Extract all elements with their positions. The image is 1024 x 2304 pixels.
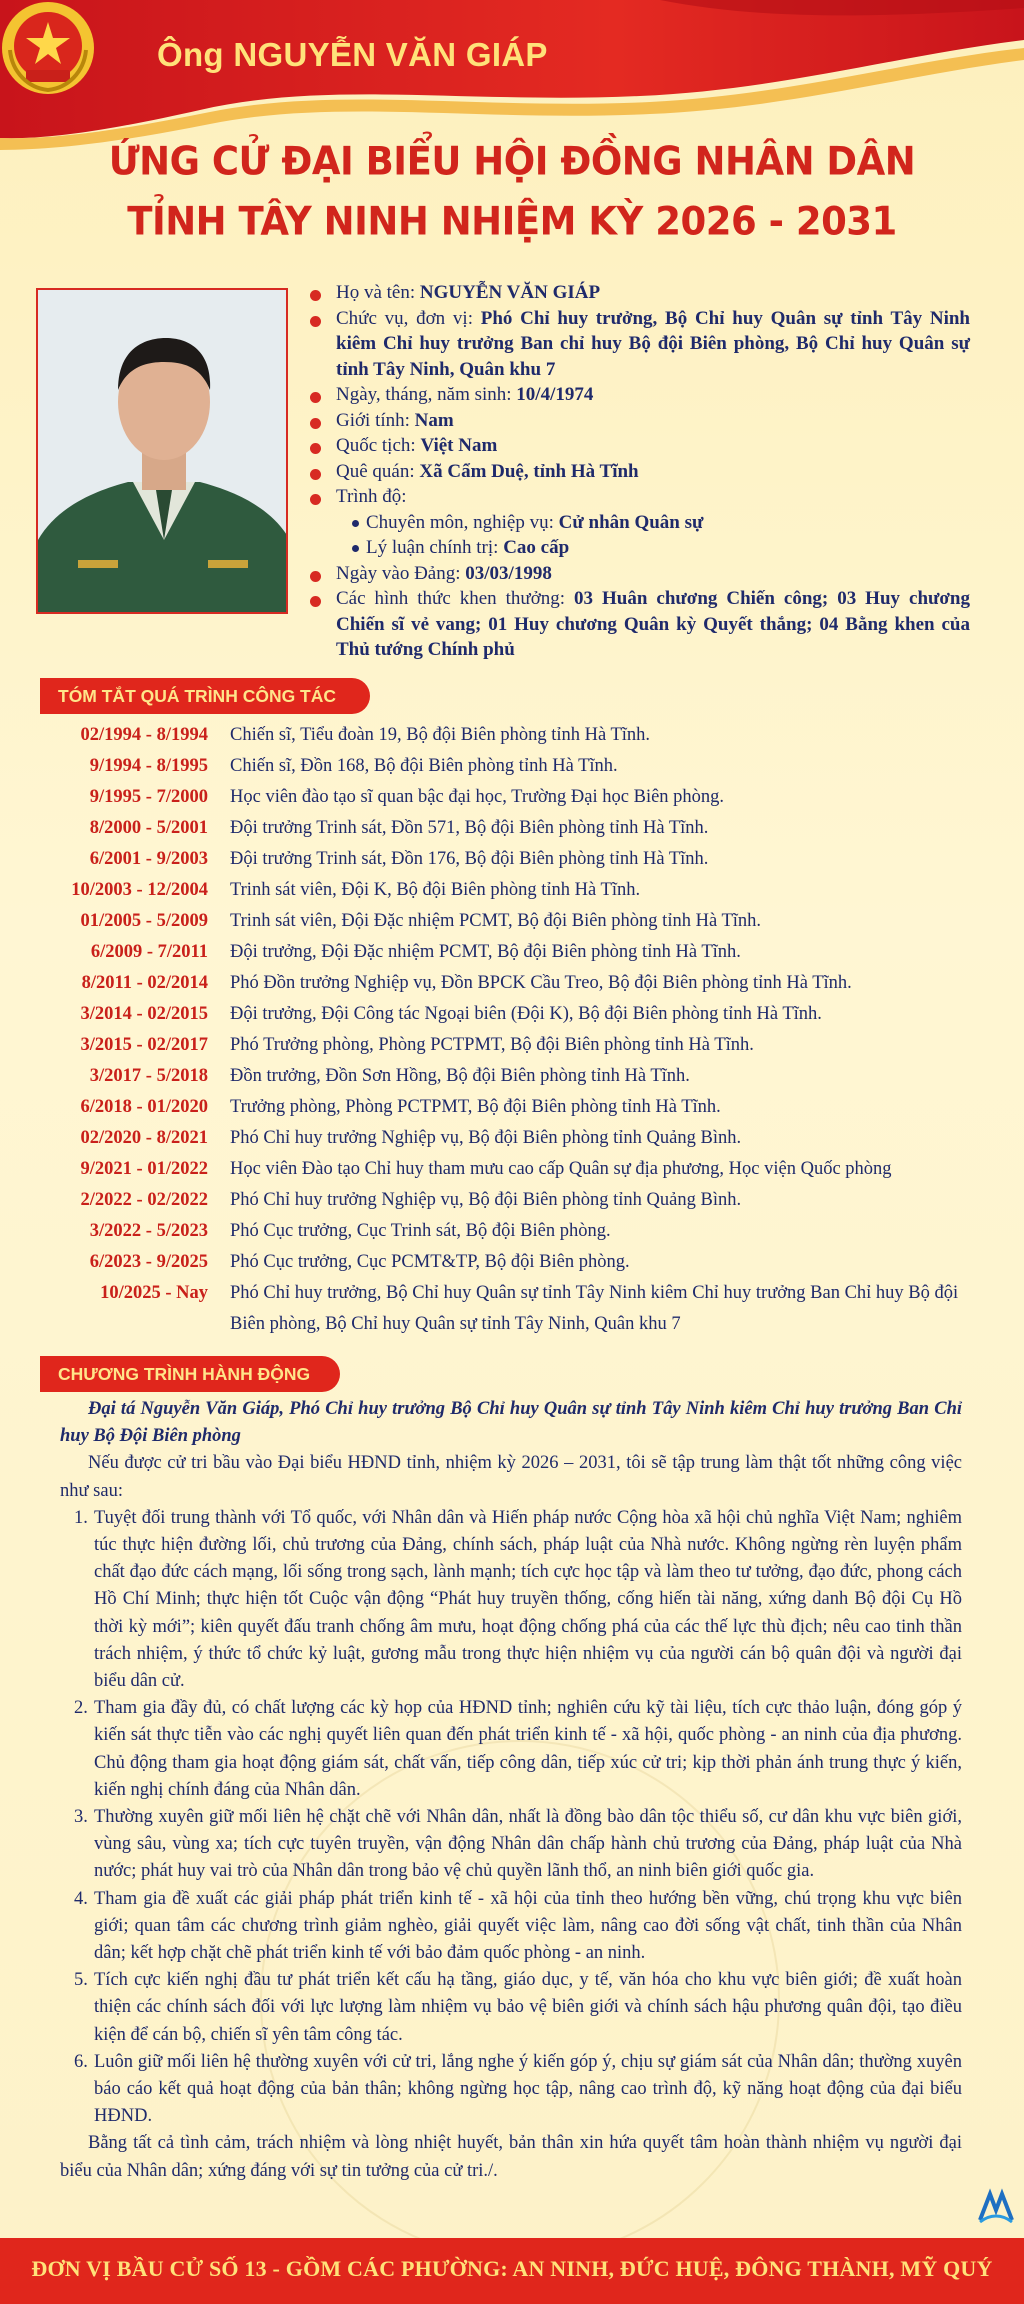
program-lead: Nếu được cử tri bầu vào Đại biểu HĐND tỉnh, nhiệm kỳ 2026 – 2031, tôi sẽ tập trung làm thật tốt những công việc như sau:	[60, 1453, 962, 1501]
career-row	[40, 1030, 980, 1061]
career-description: Phó Chỉ huy trưởng Nghiệp vụ, Bộ đội Biên phòng tỉnh Quảng Bình.	[230, 1128, 742, 1148]
career-description: Trưởng phòng, Phòng PCTPMT, Bộ đội Biên phòng tỉnh Hà Tĩnh.	[230, 1097, 721, 1117]
career-date: 6/2001 - 9/2003	[89, 849, 208, 869]
career-date: 02/1994 - 8/1994	[80, 725, 208, 745]
career-row	[40, 968, 980, 999]
program-item-number: 5.	[74, 1970, 88, 1991]
career-row	[40, 1216, 980, 1247]
career-row	[40, 1247, 980, 1278]
portrait-photo	[36, 288, 288, 614]
career-description: Trinh sát viên, Đội K, Bộ đội Biên phòng tỉnh Hà Tĩnh.	[230, 880, 641, 900]
info-expertise: Chuyên môn, nghiệp vụ: Cử nhân Quân sự	[310, 510, 970, 536]
career-date: 9/2021 - 01/2022	[80, 1159, 208, 1179]
career-timeline	[40, 720, 980, 1340]
program-item-text: Tham gia đầy đủ, có chất lượng các kỳ họp của HĐND tỉnh; nghiên cứu kỹ tài liệu, tích cực thảo luận, đóng góp ý kiến sát thực tiễn vào các nghị quyết liên quan đến phát triển kinh tế - xã hội, quốc phòng - an ninh của địa phương. Chủ động tham gia hoạt động giám sát, chất vấn, tiếp công dân, tiếp xúc cử tri; kịp thời phản ánh trung thực ý kiến, kiến nghị chính đáng của Nhân dân.	[94, 1698, 962, 1800]
program-item-text: Luôn giữ mối liên hệ thường xuyên với cử tri, lắng nghe ý kiến góp ý, chịu sự giám sát của Nhân dân; thường xuyên báo cáo kết quả hoạt động của bản thân; không ngừng học tập, nâng cao trình độ, kỹ năng hoạt động của đại biểu HĐND.	[94, 2051, 962, 2127]
info-education: Trình độ:	[310, 484, 970, 510]
career-row	[40, 999, 980, 1030]
career-description: Đội trưởng, Đội Công tác Ngoại biên (Đội K), Bộ đội Biên phòng tỉnh Hà Tĩnh.	[230, 1004, 822, 1024]
national-emblem-icon	[0, 0, 96, 96]
header-ribbon	[0, 0, 1024, 150]
program-item	[60, 1967, 962, 2049]
program-item-number: 4.	[74, 1888, 88, 1909]
program-intro: Đại tá Nguyễn Văn Giáp, Phó Chỉ huy trưởng Bộ Chỉ huy Quân sự tỉnh Tây Ninh kiêm Chỉ huy trưởng Ban Chỉ huy Bộ Đội Biên phòng	[60, 1399, 962, 1447]
career-description: Đồn trưởng, Đồn Sơn Hồng, Bộ đội Biên phòng tỉnh Hà Tĩnh.	[230, 1066, 690, 1086]
program-item	[60, 1505, 962, 1695]
publisher-logo-icon	[976, 2186, 1016, 2226]
career-description: Phó Trưởng phòng, Phòng PCTPMT, Bộ đội Biên phòng tỉnh Hà Tĩnh.	[230, 1035, 754, 1055]
career-row	[40, 1278, 980, 1340]
career-description: Đội trưởng Trinh sát, Đồn 571, Bộ đội Biên phòng tỉnh Hà Tĩnh.	[230, 818, 709, 838]
program-item	[60, 2049, 962, 2131]
career-description: Phó Cục trưởng, Cục Trinh sát, Bộ đội Biên phòng.	[230, 1221, 611, 1241]
career-row	[40, 1061, 980, 1092]
career-description: Đội trưởng, Đội Đặc nhiệm PCMT, Bộ đội Biên phòng tỉnh Hà Tĩnh.	[230, 942, 741, 962]
career-description: Học viên đào tạo sĩ quan bậc đại học, Trường Đại học Biên phòng.	[230, 787, 725, 807]
career-date: 3/2014 - 02/2015	[80, 1004, 208, 1024]
program-item	[60, 1695, 962, 1804]
program-item	[60, 1886, 962, 1968]
career-row	[40, 875, 980, 906]
info-dob: Ngày, tháng, năm sinh: 10/4/1974	[310, 382, 970, 408]
career-date: 10/2025 - Nay	[100, 1283, 208, 1303]
program-closing: Bằng tất cả tình cảm, trách nhiệm và lòng nhiệt huyết, bản thân xin hứa quyết tâm hoàn thành nhiệm vụ người đại biểu của Nhân dân; xứng đáng với sự tin tưởng của cử tri./.	[60, 2133, 962, 2181]
career-row	[40, 751, 980, 782]
program-item-text: Tuyệt đối trung thành với Tổ quốc, với Nhân dân và Hiến pháp nước Cộng hòa xã hội chủ nghĩa Việt Nam; nghiêm túc thực hiện đường lối, chủ trương của Đảng, chính sách, pháp luật của Nhà nước. Không ngừng rèn luyện phẩm chất đạo đức cách mạng, lối sống trong sạch, lành mạnh; tích cực học tập và làm theo tư tưởng, đạo đức, phong cách Hồ Chí Minh; thực hiện tốt Cuộc vận động “Phát huy truyền thống, cống hiến tài năng, xứng danh Bộ đội Cụ Hồ thời kỳ mới”; kiên quyết đấu tranh chống âm mưu, hoạt động chống phá của các thế lực thù địch; nêu cao tinh thần trách nhiệm, ý thức tổ chức kỷ luật, gương mẫu trong thực hiện nhiệm vụ của người cán bộ quân đội và người đại biểu dân cử.	[94, 1507, 962, 1692]
title-line-2: TỈNH TÂY NINH NHIỆM KỲ 2026 - 2031	[127, 198, 897, 245]
program-item-number: 6.	[74, 2051, 88, 2072]
info-hometown: Quê quán: Xã Cẩm Duệ, tỉnh Hà Tĩnh	[310, 459, 970, 485]
career-description: Phó Chỉ huy trưởng, Bộ Chỉ huy Quân sự tỉnh Tây Ninh kiêm Chỉ huy trưởng Ban Chỉ huy Bộ đội Biên phòng, Bộ Chỉ huy Quân sự tỉnh Tây Ninh, Quân khu 7	[230, 1283, 959, 1334]
career-date: 8/2000 - 5/2001	[89, 818, 208, 838]
career-description: Chiến sĩ, Tiểu đoàn 19, Bộ đội Biên phòng tỉnh Hà Tĩnh.	[230, 725, 651, 745]
program-items	[60, 1505, 962, 2131]
info-nationality: Quốc tịch: Việt Nam	[310, 433, 970, 459]
section-program-label: CHƯƠNG TRÌNH HÀNH ĐỘNG	[40, 1356, 340, 1392]
info-name: Họ và tên: NGUYỄN VĂN GIÁP	[310, 280, 970, 306]
career-row	[40, 937, 980, 968]
program-item-text: Tham gia đề xuất các giải pháp phát triển kinh tế - xã hội của tỉnh theo hướng bền vững, chú trọng khu vực biên giới; quan tâm các chương trình giảm nghèo, giải quyết việc làm, nâng cao đời sống vật chất, tinh thần của Nhân dân; kết hợp chặt chẽ phát triển kinh tế với bảo đảm quốc phòng - an ninh.	[94, 1888, 962, 1964]
career-row	[40, 844, 980, 875]
program-item-number: 3.	[74, 1807, 88, 1828]
career-date: 3/2017 - 5/2018	[89, 1066, 208, 1086]
career-date: 8/2011 - 02/2014	[81, 973, 208, 993]
career-row	[40, 720, 980, 751]
career-date: 2/2022 - 02/2022	[80, 1190, 208, 1210]
info-gender: Giới tính: Nam	[310, 408, 970, 434]
program-item	[60, 1804, 962, 1886]
career-description: Phó Cục trưởng, Cục PCMT&TP, Bộ đội Biên phòng.	[230, 1252, 630, 1272]
career-row	[40, 906, 980, 937]
personal-info	[310, 280, 970, 663]
info-awards: Các hình thức khen thưởng: 03 Huân chương Chiến công; 03 Huy chương Chiến sĩ vẻ vang; 01 Huy chương Quân kỳ Quyết thắng; 04 Bằng khen của Thủ tướng Chính phủ	[310, 586, 970, 663]
career-row	[40, 1185, 980, 1216]
title-line-1: ỨNG CỬ ĐẠI BIỂU HỘI ĐỒNG NHÂN DÂN	[108, 138, 916, 185]
footer-text: ĐƠN VỊ BẦU CỬ SỐ 13 - GỒM CÁC PHƯỜNG: AN NINH, ĐỨC HUỆ, ĐÔNG THÀNH, MỸ QUÝ	[31, 2256, 993, 2281]
career-row	[40, 782, 980, 813]
career-row	[40, 1092, 980, 1123]
career-description: Chiến sĩ, Đồn 168, Bộ đội Biên phòng tỉnh Hà Tĩnh.	[230, 756, 618, 776]
footer-banner	[0, 2238, 1024, 2304]
career-description: Trinh sát viên, Đội Đặc nhiệm PCMT, Bộ đội Biên phòng tỉnh Hà Tĩnh.	[230, 911, 762, 931]
program-item-number: 2.	[74, 1698, 88, 1719]
career-date: 9/1995 - 7/2000	[89, 787, 208, 807]
career-date: 02/2020 - 8/2021	[80, 1128, 208, 1148]
career-description: Học viên Đào tạo Chỉ huy tham mưu cao cấp Quân sự địa phương, Học viện Quốc phòng	[230, 1159, 892, 1179]
program-item-text: Tích cực kiến nghị đầu tư phát triển kết cấu hạ tầng, giáo dục, y tế, văn hóa cho khu vực biên giới; đề xuất hoàn thiện các chính sách đối với lực lượng làm nhiệm vụ bảo vệ biên giới và chính sách hậu phương quân đội, tạo điều kiện để cán bộ, chiến sĩ yên tâm công tác.	[94, 1970, 962, 2045]
career-date: 9/1994 - 8/1995	[89, 756, 208, 776]
candidate-header-name: Ông NGUYỄN VĂN GIÁP	[157, 36, 548, 73]
career-description: Phó Chỉ huy trưởng Nghiệp vụ, Bộ đội Biên phòng tỉnh Quảng Bình.	[230, 1190, 742, 1210]
info-position: Chức vụ, đơn vị: Phó Chỉ huy trưởng, Bộ Chỉ huy Quân sự tỉnh Tây Ninh kiêm Chỉ huy trưởng Ban chỉ huy Bộ đội Biên phòng, Bộ Chỉ huy Quân sự tỉnh Tây Ninh, Quân khu 7	[310, 306, 970, 383]
info-politics: Lý luận chính trị: Cao cấp	[310, 535, 970, 561]
career-description: Đội trưởng Trinh sát, Đồn 176, Bộ đội Biên phòng tỉnh Hà Tĩnh.	[230, 849, 709, 869]
action-program	[60, 1396, 962, 2185]
career-date: 01/2005 - 5/2009	[80, 911, 208, 931]
program-item-number: 1.	[74, 1507, 88, 1528]
career-date: 6/2018 - 01/2020	[80, 1097, 208, 1117]
career-date: 10/2003 - 12/2004	[71, 880, 208, 900]
section-career-label: TÓM TẮT QUÁ TRÌNH CÔNG TÁC	[40, 678, 370, 714]
header-banner	[0, 0, 1024, 150]
career-date: 6/2023 - 9/2025	[89, 1252, 208, 1272]
career-description: Phó Đồn trưởng Nghiệp vụ, Đồn BPCK Cầu Treo, Bộ đội Biên phòng tỉnh Hà Tĩnh.	[230, 973, 852, 993]
career-row	[40, 1123, 980, 1154]
career-date: 3/2022 - 5/2023	[89, 1221, 208, 1241]
career-row	[40, 813, 980, 844]
career-row	[40, 1154, 980, 1185]
career-date: 6/2009 - 7/2011	[90, 942, 208, 962]
program-item-text: Thường xuyên giữ mối liên hệ chặt chẽ với Nhân dân, nhất là đồng bào dân tộc thiểu số, cư dân khu vực biên giới, vùng sâu, vùng xa; tích cực tuyên truyền, vận động Nhân dân chấp hành chủ trương của Đảng, pháp luật của Nhà nước; phát huy vai trò của Nhân dân trong bảo vệ chủ quyền lãnh thổ, an ninh biên giới quốc gia.	[94, 1807, 962, 1882]
career-date: 3/2015 - 02/2017	[80, 1035, 208, 1055]
info-party-date: Ngày vào Đảng: 03/03/1998	[310, 561, 970, 587]
